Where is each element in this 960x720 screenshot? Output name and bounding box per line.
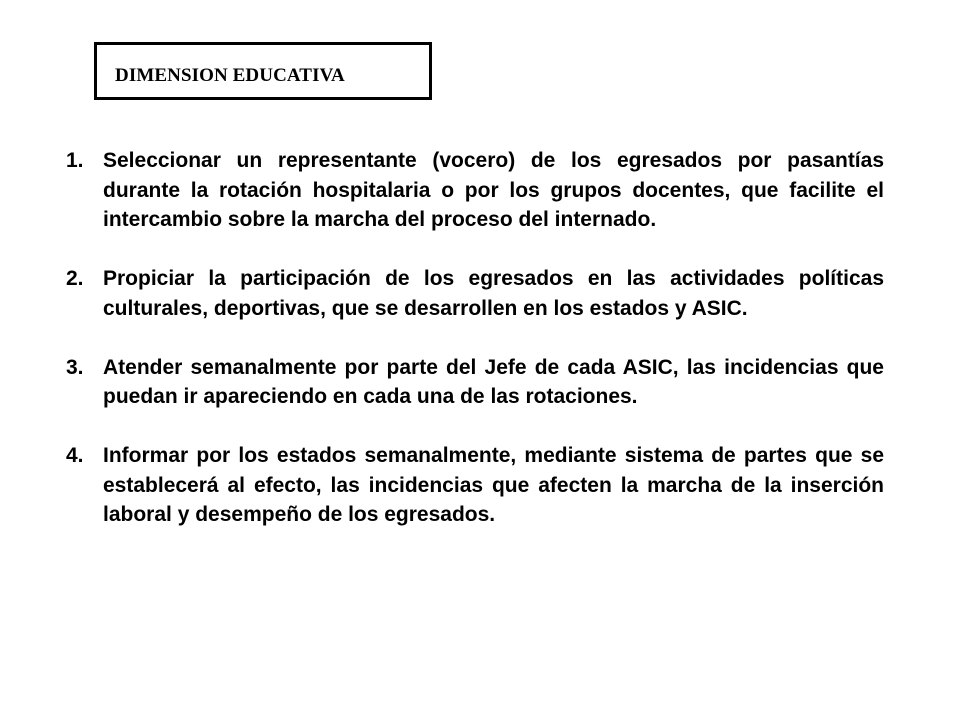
list-item-text: Atender semanalmente por parte del Jefe de cada ASIC, las incidencias que puedan ir apareciendo en cada una de las rotaciones. xyxy=(103,355,884,408)
list-item-number: 1. xyxy=(66,149,84,172)
numbered-list xyxy=(66,146,884,559)
list-item xyxy=(66,264,884,323)
list-item-number: 4. xyxy=(66,444,84,467)
list-item-text: Propiciar la participación de los egresados en las actividades políticas culturales, deportivas, que se desarrollen en los estados y ASIC. xyxy=(103,267,884,320)
list-item-text: Informar por los estados semanalmente, mediante sistema de partes que se establecerá al efecto, las incidencias que afecten la marcha de la inserción laboral y desempeño de los egresados. xyxy=(103,444,884,526)
list-item-number: 2. xyxy=(66,267,84,290)
list-item xyxy=(66,353,884,412)
slide-title: DIMENSION EDUCATIVA xyxy=(115,65,345,86)
title-box xyxy=(94,42,432,100)
list-item xyxy=(66,146,884,235)
list-item xyxy=(66,441,884,530)
list-item-number: 3. xyxy=(66,355,84,379)
list-item-text: Seleccionar un representante (vocero) de los egresados por pasantías durante la rotación hospitalaria o por los grupos docentes, que facilite el intercambio sobre la marcha del proceso del internado. xyxy=(103,149,884,231)
